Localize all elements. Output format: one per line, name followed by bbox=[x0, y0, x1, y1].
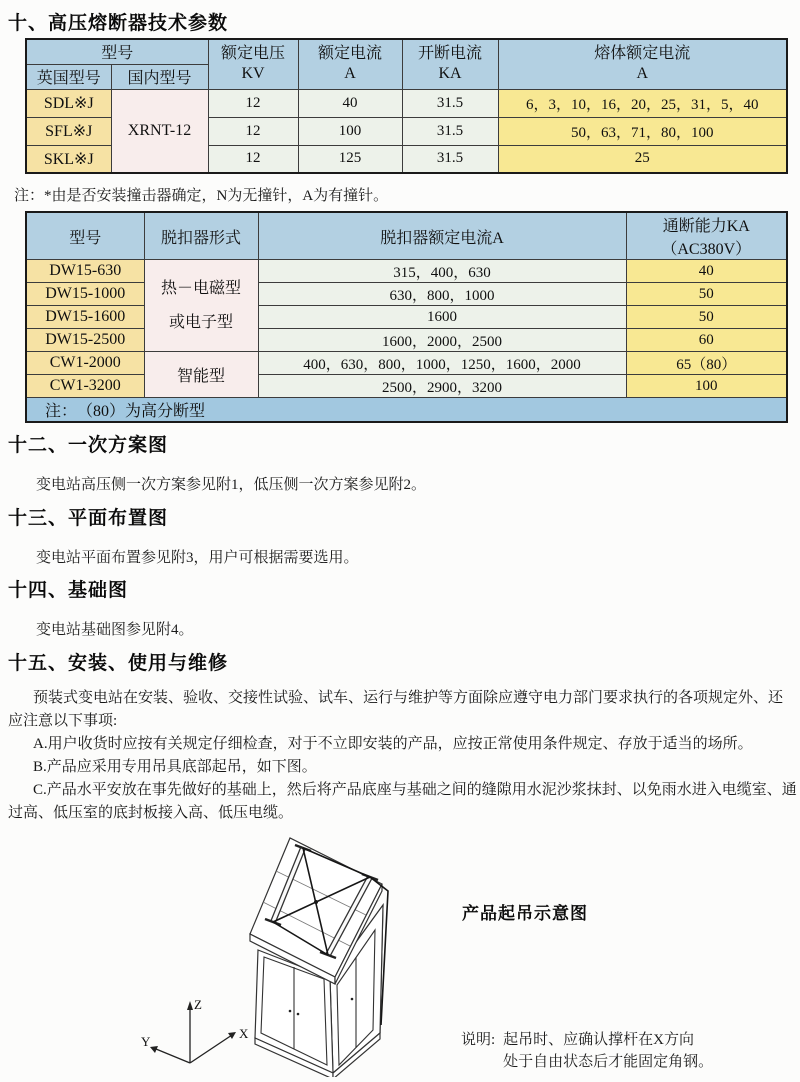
t2-cell-capacity: 100 bbox=[626, 375, 787, 398]
table-row bbox=[26, 283, 787, 306]
z-axis-label: Z bbox=[194, 997, 202, 1012]
section15-intro-line1: 预装式变电站在安装、验收、交接性试验、试车、运行与维护等方面除应遵守电力部门要求执行的各项规定外、还 bbox=[33, 690, 784, 706]
t2-cell-model: DW15-630 bbox=[26, 260, 144, 283]
t1-cell-fuse: 25 bbox=[498, 145, 787, 173]
x-axis-label: X bbox=[239, 1026, 249, 1041]
t1-header-voltage-line1: 额定电压 bbox=[221, 45, 286, 63]
t2-header-trip-current: 脱扣器额定电流A bbox=[258, 212, 626, 260]
section12-title: 十二、一次方案图 bbox=[8, 435, 169, 456]
t2-cell-capacity: 50 bbox=[626, 283, 787, 306]
t2-cell-current: 2500，2900，3200 bbox=[258, 375, 626, 398]
section15-item-c-line1: C.产品水平安放在事先做好的基础上，然后将产品底座与基础之间的缝隙用水泥沙浆抹封、以免雨水进入电缆室、通 bbox=[33, 782, 797, 798]
section15-intro-line2: 应注意以下事项: bbox=[8, 713, 118, 729]
y-axis bbox=[156, 1049, 190, 1063]
lifting-hook-point bbox=[314, 900, 318, 904]
t2-cell-current: 630，800，1000 bbox=[258, 283, 626, 306]
figure-note bbox=[461, 1029, 713, 1073]
breaker-table bbox=[25, 211, 788, 423]
t1-header-model-uk: 英国型号 bbox=[26, 64, 111, 89]
t1-cell-fuse: 6，3，10，16，20，25，31，5，40 bbox=[498, 89, 787, 117]
t2-cell-model: DW15-2500 bbox=[26, 329, 144, 352]
section15-item-b: B.产品应采用专用吊具底部起吊，如下图。 bbox=[33, 759, 317, 775]
t1-header-model: 型号 bbox=[26, 39, 208, 64]
section13-title: 十三、平面布置图 bbox=[8, 508, 169, 529]
figure-note-label: 说明: bbox=[461, 1032, 496, 1048]
t2-header-model: 型号 bbox=[26, 212, 144, 260]
t1-header-model-cn: 国内型号 bbox=[111, 64, 208, 89]
section15-title: 十五、安装、使用与维修 bbox=[8, 653, 229, 674]
figure-note-text bbox=[503, 1029, 713, 1073]
t1-header-voltage bbox=[208, 39, 298, 89]
t2-cell-model: CW1-3200 bbox=[26, 375, 144, 398]
t1-cell-breaking: 31.5 bbox=[402, 145, 498, 173]
t1-header-fuse-line2: A bbox=[636, 65, 649, 83]
t2-header-trip-type: 脱扣器形式 bbox=[144, 212, 258, 260]
t2-note-row: 注： （80）为高分断型 bbox=[26, 398, 787, 423]
section12-body: 变电站高压侧一次方案参见附1，低压侧一次方案参见附2。 bbox=[36, 477, 427, 493]
t2-cell-current: 400，630，800，1000，1250，1600，2000 bbox=[258, 352, 626, 375]
section10-title: 十、高压熔断器技术参数 bbox=[8, 13, 229, 34]
section15-text bbox=[8, 687, 798, 825]
coordinate-axes bbox=[141, 997, 249, 1063]
x-axis-arrow bbox=[228, 1032, 236, 1039]
t2-trip-type-line1: 热－电磁型 bbox=[160, 279, 241, 297]
t1-cell-model: SDL※J bbox=[26, 89, 111, 117]
figure-note-line2: 处于自由状态后才能固定角钢。 bbox=[503, 1054, 714, 1070]
t2-header-capacity: 通断能力KA（AC380V） bbox=[626, 212, 787, 260]
t2-cell-current: 315，400，630 bbox=[258, 260, 626, 283]
t1-header-breaking-line1: 开断电流 bbox=[418, 45, 483, 63]
t2-cell-current: 1600 bbox=[258, 306, 626, 329]
t1-header-fuse bbox=[498, 39, 787, 89]
t2-cell-trip-type-smart: 智能型 bbox=[144, 352, 258, 398]
t1-header-fuse-line1: 熔体额定电流 bbox=[594, 45, 691, 63]
table-row bbox=[26, 306, 787, 329]
figure-caption: 产品起吊示意图 bbox=[462, 904, 588, 923]
t1-cell-current: 100 bbox=[298, 117, 402, 145]
figure-note-line1: 起吊时、应确认撑杆在X方向 bbox=[503, 1032, 695, 1048]
front-door-handle bbox=[297, 1013, 300, 1016]
section15-item-a: A.用户收货时应按有关规定仔细检查，对于不立即安装的产品，应按正常使用条件规定、存放于适当的场所。 bbox=[33, 736, 753, 752]
t1-cell-current: 40 bbox=[298, 89, 402, 117]
t1-cell-shared-model: XRNT-12 bbox=[111, 89, 208, 173]
t1-header-current bbox=[298, 39, 402, 89]
t2-cell-model: DW15-1600 bbox=[26, 306, 144, 329]
t1-header-breaking bbox=[402, 39, 498, 89]
section15-item-c-line2: 过高、低压室的底封板接入高、低压电缆。 bbox=[8, 805, 294, 821]
t1-header-current-line1: 额定电流 bbox=[318, 45, 383, 63]
t1-header-current-line2: A bbox=[344, 65, 356, 83]
front-door-handle bbox=[289, 1010, 292, 1013]
table-row bbox=[26, 398, 787, 423]
t2-cell-capacity: 50 bbox=[626, 306, 787, 329]
table-row bbox=[26, 89, 787, 117]
t1-cell-breaking: 31.5 bbox=[402, 117, 498, 145]
hv-fuse-table bbox=[25, 38, 788, 174]
t2-cell-current: 1600，2000，2500 bbox=[258, 329, 626, 352]
y-axis-label: Y bbox=[141, 1034, 151, 1049]
t2-cell-trip-type-thermal bbox=[144, 260, 258, 352]
table-row bbox=[26, 375, 787, 398]
table-row bbox=[26, 260, 787, 283]
section13-body: 变电站平面布置参见附3，用户可根据需要选用。 bbox=[36, 550, 359, 566]
table-row bbox=[26, 352, 787, 375]
t1-cell-model: SKL※J bbox=[26, 145, 111, 173]
t1-header-breaking-line2: KA bbox=[438, 65, 462, 83]
t1-header-voltage-line2: KV bbox=[241, 65, 265, 83]
t1-cell-voltage: 12 bbox=[208, 145, 298, 173]
t1-cell-voltage: 12 bbox=[208, 89, 298, 117]
t2-cell-capacity: 40 bbox=[626, 260, 787, 283]
t1-cell-breaking: 31.5 bbox=[402, 89, 498, 117]
t2-cell-capacity: 65（80） bbox=[626, 352, 787, 375]
section15-item-c bbox=[8, 779, 798, 825]
table-row bbox=[26, 329, 787, 352]
t2-trip-type-line2: 或电子型 bbox=[168, 313, 233, 331]
t2-cell-model: DW15-1000 bbox=[26, 283, 144, 306]
z-axis-arrow bbox=[187, 1001, 193, 1010]
side-door-handle bbox=[351, 998, 354, 1001]
t1-cell-model: SFL※J bbox=[26, 117, 111, 145]
section14-title: 十四、基础图 bbox=[8, 580, 129, 601]
x-axis bbox=[190, 1035, 232, 1063]
section15-intro bbox=[8, 687, 798, 733]
table1-note: 注：*由是否安装撞击器确定，N为无撞针，A为有撞针。 bbox=[14, 188, 389, 204]
t2-cell-capacity: 60 bbox=[626, 329, 787, 352]
section14-body: 变电站基础图参见附4。 bbox=[36, 622, 194, 638]
t1-cell-fuse: 50，63，71，80，100 bbox=[498, 117, 787, 145]
t1-cell-current: 125 bbox=[298, 145, 402, 173]
t2-cell-model: CW1-2000 bbox=[26, 352, 144, 375]
t1-cell-voltage: 12 bbox=[208, 117, 298, 145]
